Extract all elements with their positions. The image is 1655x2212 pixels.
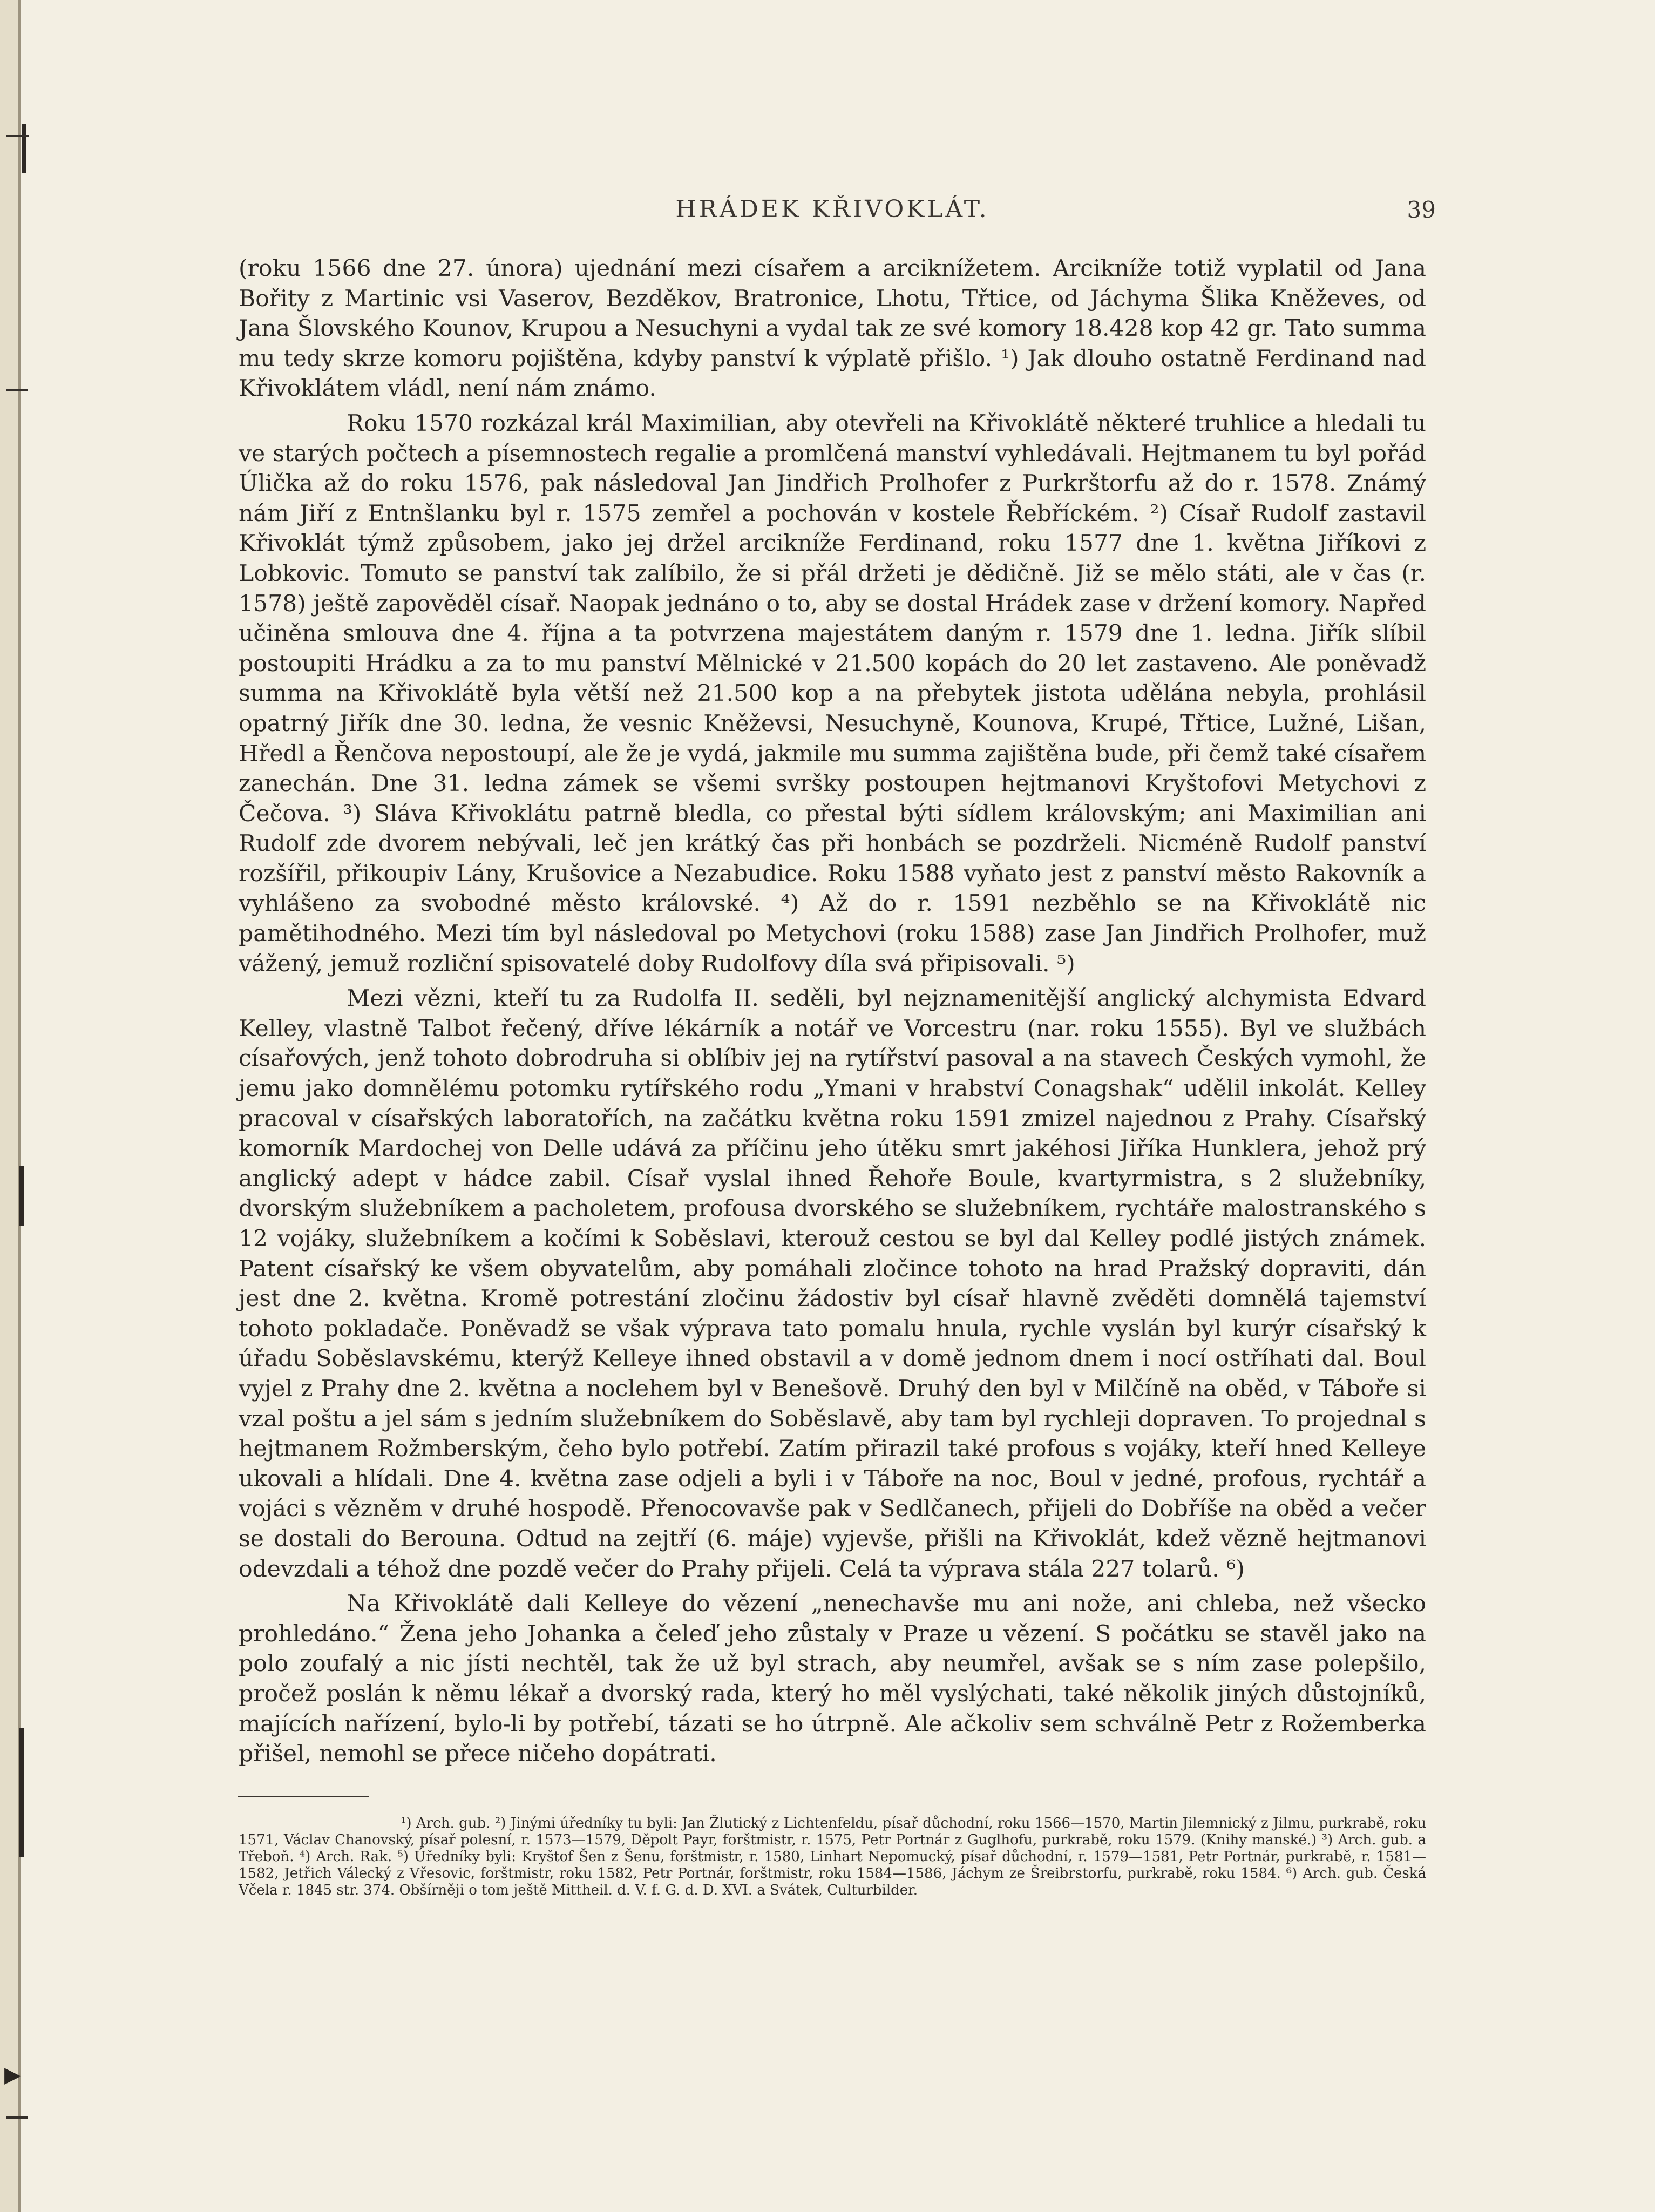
edge-mark (6, 389, 28, 391)
edge-mark (19, 1728, 24, 1857)
paragraph: Na Křivoklátě dali Kelleye do vězení „nenechavše mu ani nože, ani chleba, než všecko prohledáno.“ Žena jeho Johanka a čeleď jeho zůstaly v Praze u vězení. S počátku se stavěl jako na polo zoufalý a nic jísti nechtěl, tak že už byl strach, aby neumřel, avšak se s ním zase polepšilo, pročež poslán k němu lékař a dvorský rada, který ho měl vyslýchati, také několik jiných důstojníků, majících nařízení, bylo-li by potřebí, tázati se ho útrpně. Ale ačkoliv sem schválně Petr z Rožemberka přišel, nemohl se přece ničeho dopátrati. (239, 1591, 1426, 1768)
edge-mark (19, 1166, 24, 1226)
page-gutter (0, 0, 21, 2212)
paragraph: Mezi vězni, kteří tu za Rudolfa II. seděli, byl nejznamenitější anglický alchymista Edvard Kelley, vlastně Talbot řečený, dříve lékárník a notář ve Vorcestru (nar. roku 1555). Byl ve službách císařových, jenž tohoto dobrodruha si oblíbiv jej na rytířství pasoval a na stavech Českých vymohl, že jemu jako domnělému potomku rytířského rodu „Ymani v hrabství Conagshak“ udělil inkolát. Kelley pracoval v císařských laboratořích, na začátku května roku 1591 zmizel najednou z Prahy. Císařský komorník Mardochej von Delle udává za příčinu jeho útěku smrt jakéhosi Jiříka Hunklera, jehož prý anglický adept v hádce zabil. Císař vyslal ihned Řehoře Boule, kvartyrmistra, s 2 služebníky, dvorským služebníkem a pacholetem, profousa dvorského se služebníkem, rychtáře malostranského s 12 vojáky, služebníkem a kočími k Soběslavi, kterouž cestou se byl dal Kelley podlé jistých známek. Patent císařský ke všem obyvatelům, aby pomáhali zločince tohoto na hrad Pražský dopraviti, dán jest dne 2. května. Kromě potrestání zločinu žádostiv byl císař hlavně zvěděti domnělá tajemství tohoto pokladače. Poněvadž se však výprava tato pomalu hnula, rychle vyslán byl kurýr císařský k úřadu Soběslavskému, kterýž Kelleye ihned obstavil a v domě jednom dnem i nocí ostříhati dal. Boul vyjel z Prahy dne 2. května a noclehem byl v Benešově. Druhý den byl v Milčíně na oběd, v Táboře si vzal poštu a jel sám s jedním služebníkem do Soběslavě, aby tam byl rychleji dopraven. To projednal s hejtmanem Rožmberským, čeho bylo potřebí. Zatím přirazil také profous s vojáky, kteří hned Kelleye ukovali a hlídali. Dne 4. května zase odjeli a byli i v Táboře na noc, Boul v jedné, profous, rychtář a vojáci s vězněm v druhé hospodě. Přenocovavše pak v Sedlčanech, přijeli do Dobříše na oběd a večer se dostali do Berouna. Odtud na zejtří (6. máje) vyjevše, přišli na Křivoklát, kdež vězně hejtmanovi odevzdali a téhož dne pozdě večer do Prahy přijeli. Celá ta výprava stála 227 tolarů. ⁶) (239, 985, 1426, 1582)
footnotes: ¹) Arch. gub. ²) Jinými úředníky tu byli: Jan Žlutický z Lichtenfeldu, písař důchodní, roku 1566—1570, Martin Jilemnický z Jilmu, purkrabě, roku 1571, Václav Chanovský, písař polesní, r. 1573—1579, Děpolt Payr, forštmistr, r. 1575, Petr Portnár z Guglhofu, purkrabě, roku 1579. (Knihy manské.) ³) Arch. gub. a Třeboň. ⁴) Arch. Rak. ⁵) Úředníky byli: Kryštof Šen z Šenu, forštmistr, r. 1580, Linhart Nepomucký, písař důchodní, r. 1579—1581, Petr Portnár, purkrabě, r. 1581—1582, Jetřich Válecký z Vřesovic, forštmistr, roku 1582, Petr Portnár, forštmistr, roku 1584—1586, Jáchym ze Šreibrstorfu, purkrabě, roku 1584. ⁶) Arch. gub. Česká Včela r. 1845 str. 374. Obšírněji o tom ještě Mittheil. d. V. f. G. d. D. XVI. a Svátek, Culturbilder. (239, 1815, 1426, 1898)
edge-mark (6, 2116, 28, 2119)
page-title: HRÁDEK KŘIVOKLÁT. (675, 195, 989, 223)
margin-arrow-icon: ▶ (4, 2062, 21, 2087)
body-text (239, 254, 1426, 1774)
paragraph: Roku 1570 rozkázal král Maximilian, aby otevřeli na Křivoklátě některé truhlice a hledali tu ve starých počtech a písemnostech regalie a promlčená manství vyhledávali. Hejtmanem tu byl pořád Úlička až do roku 1576, pak následoval Jan Jindřich Prolhofer z Purkrštorfu až do r. 1578. Známý nám Jiří z Entnšlanku byl r. 1575 zemřel a pochován v kostele Řebříckém. ²) Císař Rudolf zastavil Křivoklát týmž způsobem, jako jej držel arcikníže Ferdinand, roku 1577 dne 1. května Jiříkovi z Lobkovic. Tomuto se panství tak zalíbilo, že si přál držeti je dědičně. Již se mělo státi, ale v čas (r. 1578) ještě zapověděl císař. Naopak jednáno o to, aby se dostal Hrádek zase v držení komory. Napřed učiněna smlouva dne 4. října a ta potvrzena majestátem daným r. 1579 dne 1. ledna. Jiřík slíbil postoupiti Hrádku a za to mu panství Mělnické v 21.500 kopách do 20 let zastaveno. Ale poněvadž summa na Křivoklátě byla větší než 21.500 kop a na přebytek jistota udělána nebyla, prohlásil opatrný Jiřík dne 30. ledna, že vesnic Kněževsi, Nesuchyně, Kounova, Krupé, Třtice, Lužné, Lišan, Hředl a Řenčova nepostoupí, ale že je vydá, jakmile mu summa zajištěna bude, při čemž také císařem zanechán. Dne 31. ledna zámek se všemi svršky postoupen hejtmanovi Kryštofovi Metychovi z Čečova. ³) Sláva Křivoklátu patrně bledla, co přestal býti sídlem královským; ani Maximilian ani Rudolf zde dvorem nebývali, leč jen krátký čas při honbách se pozdrželi. Nicméně Rudolf panství rozšířil, přikoupiv Lány, Krušovice a Nezabudice. Roku 1588 vyňato jest z panství město Rakovník a vyhlášeno za svobodné město královské. ⁴) Až do r. 1591 nezběhlo se na Křivoklátě nic pamětihodného. Mezi tím byl následoval po Metychovi (roku 1588) zase Jan Jindřich Prolhofer, muž vážený, jemuž rozliční spisovatelé doby Rudolfovy díla svá připisovali. ⁵) (239, 410, 1426, 977)
running-header (239, 190, 1426, 228)
footnote-divider (238, 1796, 369, 1797)
edge-mark (6, 135, 29, 137)
paragraph: (roku 1566 dne 27. února) ujednání mezi císařem a arciknížetem. Arcikníže totiž vyplatil od Jana Bořity z Martinic vsi Vaserov, Bezděkov, Bratronice, Lhotu, Třtice, od Jáchyma Šlika Kněževes, od Jana Šlovského Kounov, Krupou a Nesuchyni a vydal tak ze své komory 18.428 kop 42 gr. Tato summa mu tedy skrze komoru pojištěna, kdyby panství k výplatě přišlo. ¹) Jak dlouho ostatně Ferdinand nad Křivoklátem vládl, není nám známo. (239, 255, 1426, 402)
edge-mark (22, 124, 26, 173)
page-number: 39 (1407, 197, 1436, 223)
